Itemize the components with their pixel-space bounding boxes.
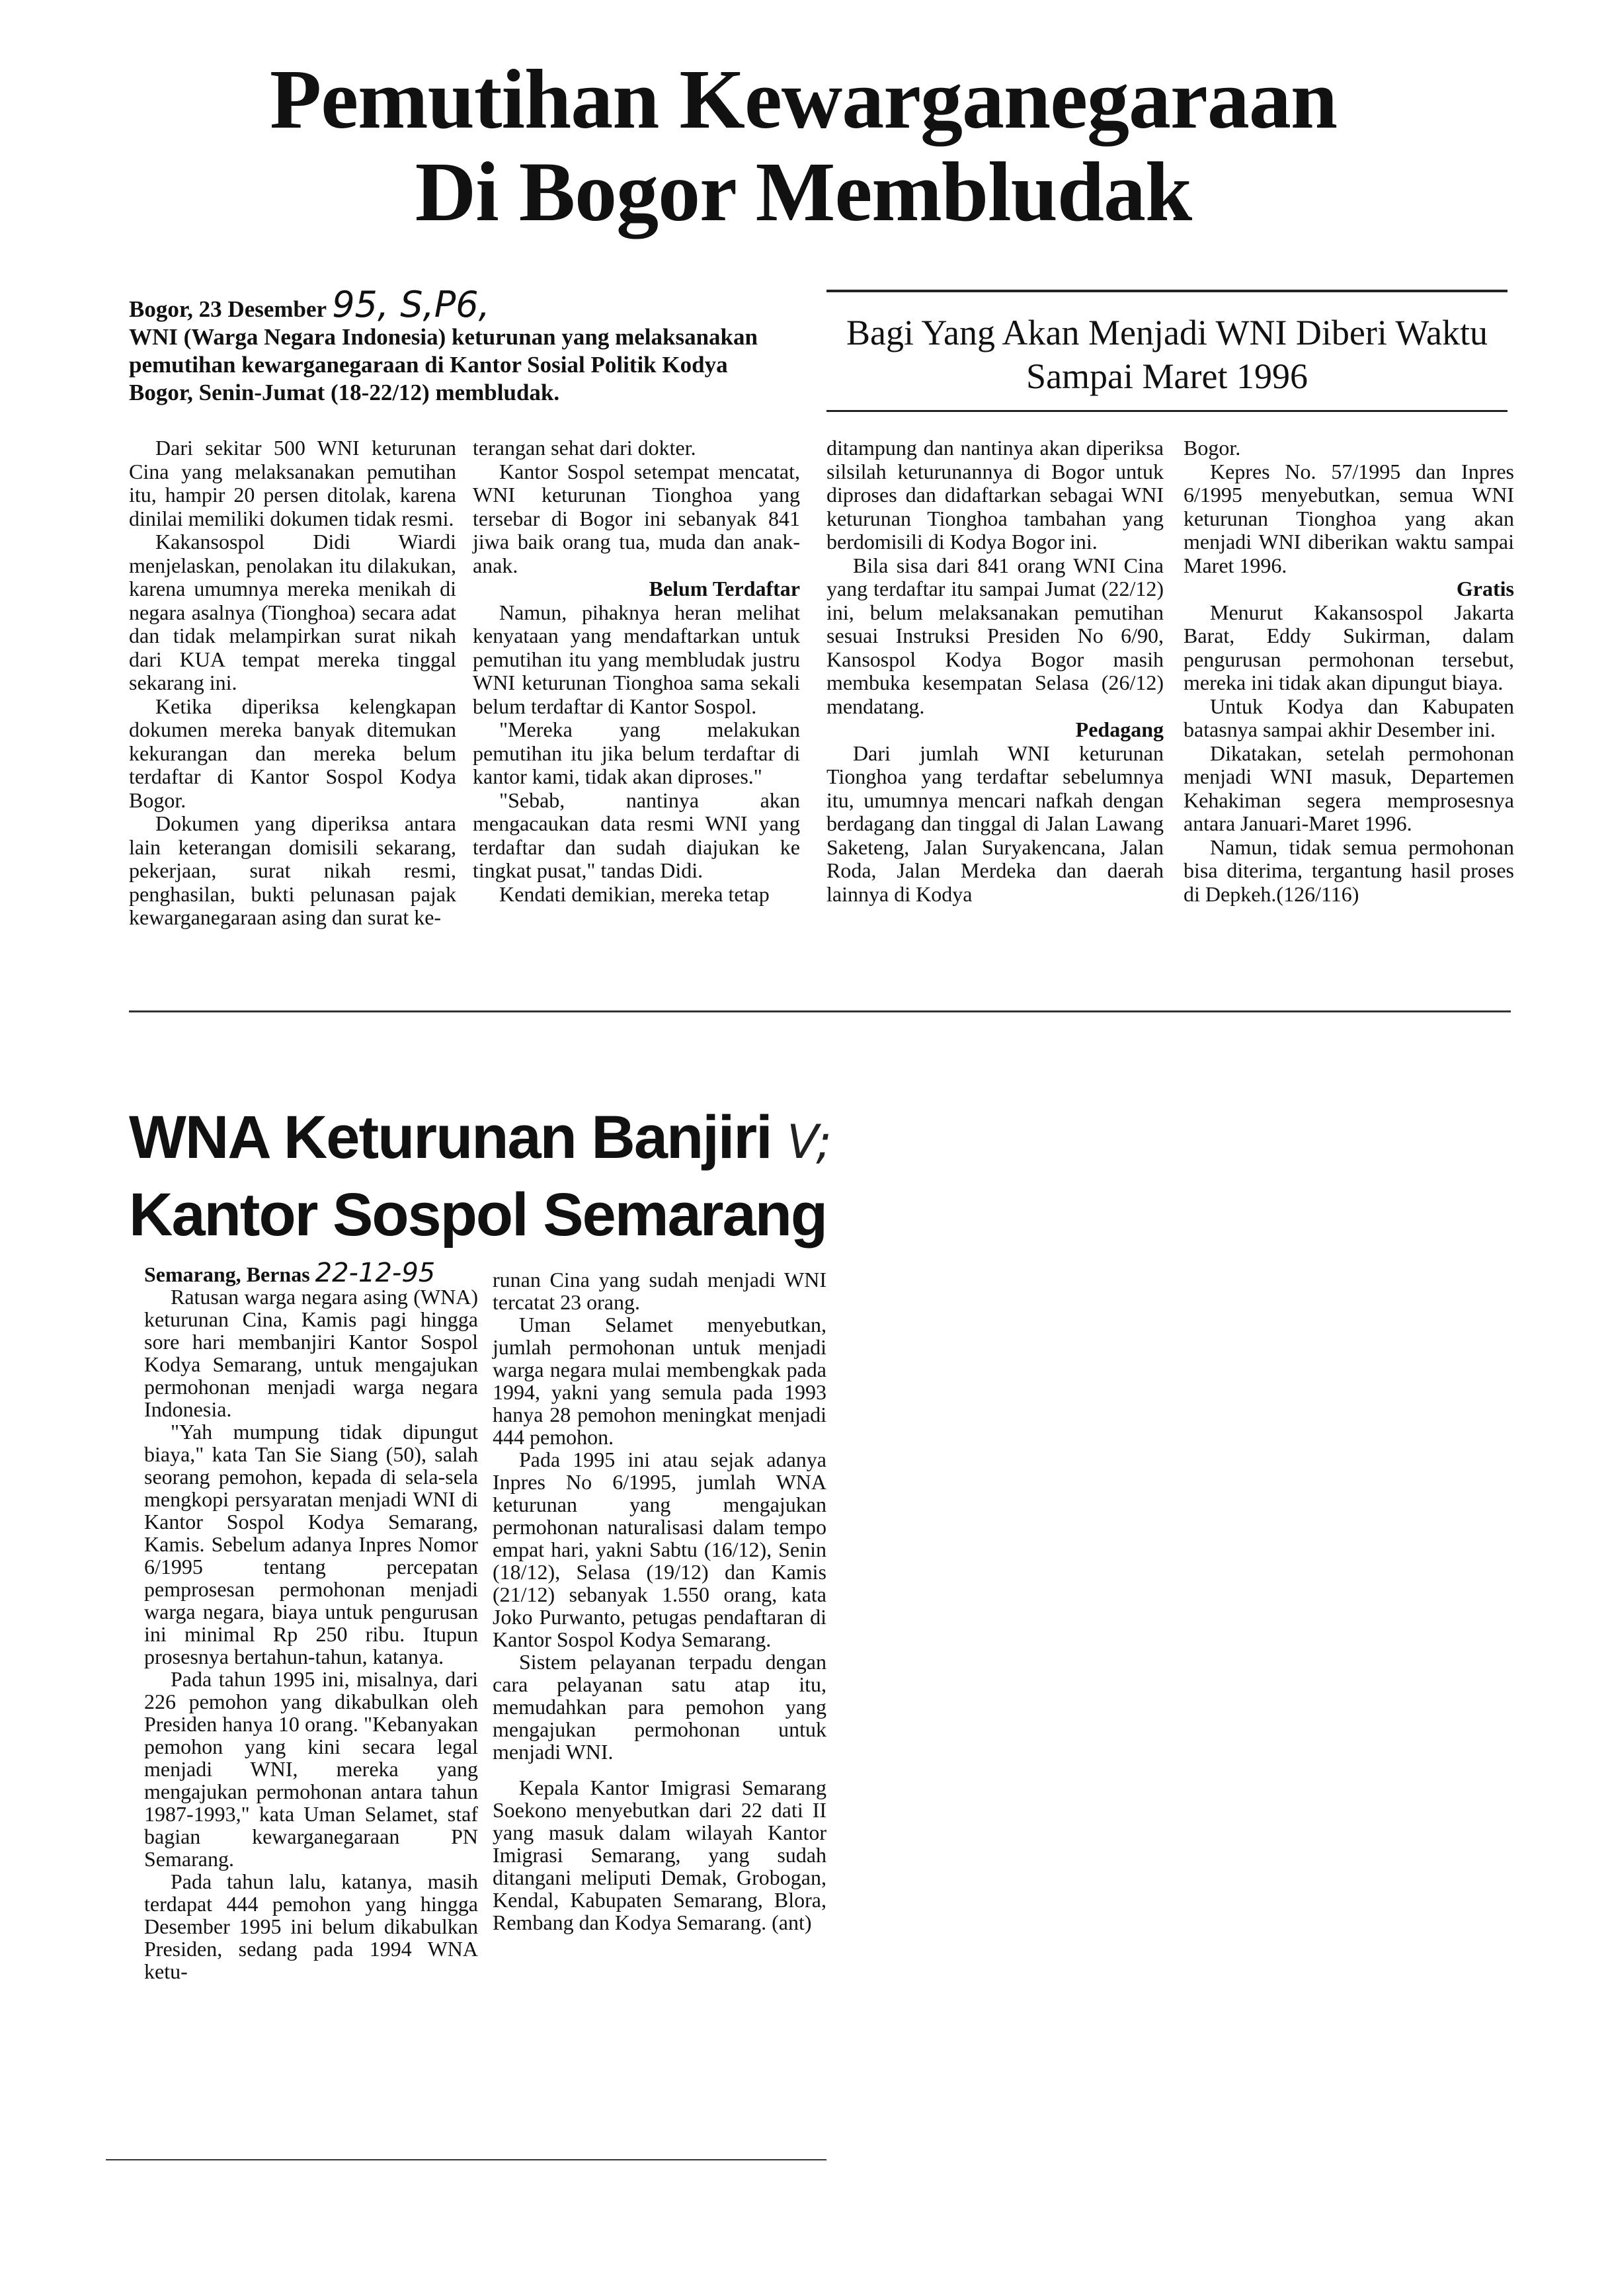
article1-dateline (129, 284, 797, 325)
paragraph: Kendati demikian, mereka tetap (499, 882, 770, 906)
article2-column-1 (144, 1258, 478, 1983)
article1-subhead: Bagi Yang Akan Menjadi WNI Diberi Waktu Sampai Maret 1996 (846, 313, 1488, 396)
article1-column-3 (826, 436, 1164, 906)
article1-lead-text: WNI (Warga Negara Indonesia) keturunan yang melaksanakan pemutihan kewarganegaraan di Kantor Sosial Politik Kodya Bogor, Senin-Jumat (18-22/12) membludak. (129, 324, 758, 405)
paragraph: "Mereka yang melakukan pemutihan itu jika belum terdaftar di kantor kami, tidak akan diproses." (473, 718, 800, 788)
paragraph: "Sebab, nantinya akan mengacaukan data resmi WNI yang terdaftar dan sudah diajukan ke tingkat pusat," tandas Didi. (473, 788, 800, 882)
article1-headline-line1: Pemutihan Kewarganegaraan (270, 52, 1337, 146)
article2-headline (129, 1101, 856, 1251)
paragraph: runan Cina yang sudah menjadi WNI tercatat 23 orang. (493, 1268, 826, 1314)
paragraph: Untuk Kodya dan Kabupaten batasnya sampai akhir Desember ini. (1184, 694, 1514, 741)
subhead-belum-terdaftar: Belum Terdaftar (649, 577, 800, 600)
paragraph: Menurut Kakansospol Jakarta Barat, Eddy Sukirman, dalam pengurusan permohonan tersebut, mereka ini tidak akan dipungut biaya. (1184, 600, 1514, 694)
article2-headline-line1-text: WNA Keturunan Banjiri (129, 1104, 772, 1171)
article1-column-1 (129, 436, 456, 930)
article1-headline-line2: Di Bogor Membludak (415, 145, 1192, 239)
paragraph: Kakansospol Didi Wiardi menjelaskan, penolakan itu dilakukan, karena umumnya mereka menikah di negara asalnya (Tionghoa) secara adat dan tidak melampirkan surat nikah dari KUA tempat mereka tinggal sekarang ini. (129, 530, 456, 694)
paragraph: Namun, tidak semua permohonan bisa diterima, tergantung hasil proses di Depkeh.(126/116) (1184, 835, 1514, 906)
article1-column-2 (473, 436, 800, 906)
article1-lead (129, 284, 797, 407)
paragraph: Dikatakan, setelah permohonan menjadi WNI masuk, Departemen Kehakiman segera memprosesnya antara Januari-Maret 1996. (1184, 741, 1514, 835)
paragraph: "Yah mumpung tidak dipungut biaya," kata Tan Sie Siang (50), salah seorang pemohon, kepada di sela-sela mengkopi persyaratan menjadi WNI di Kantor Sospol Kodya Semarang, Kamis. Sebelum adanya Inpres Nomor 6/1995 tentang percepatan pemprosesan permohonan menjadi warga negara, biaya untuk pengurusan ini minimal Rp 250 ribu. Itupun prosesnya bertahun-tahun, katanya. (144, 1420, 478, 1668)
article1-dateline-text: Bogor, 23 Desember (129, 296, 327, 322)
subhead-pedagang: Pedagang (1075, 718, 1164, 741)
article1-headline (99, 53, 1508, 238)
paragraph: Pada tahun 1995 ini, misalnya, dari 226 pemohon yang dikabulkan oleh Presiden hanya 10 orang. "Kebanyakan pemohon yang kini secara legal menjadi WNI, mereka yang mengajukan permohonan antara tahun 1987-1993," kata Uman Selamet, staf bagian kewarganegaraan PN Semarang. (144, 1667, 478, 1871)
paragraph: Pada 1995 ini atau sejak adanya Inpres No 6/1995, jumlah WNA keturunan yang mengajukan permohonan naturalisasi dalam tempo empat hari, yakni Sabtu (16/12), Senin (18/12), Selasa (19/12) dan Kamis (21/12) sebanyak 1.550 orang, kata Joko Purwanto, petugas pendaftaran di Kantor Sospol Kodya Semarang. (493, 1448, 826, 1651)
paragraph: Kepala Kantor Imigrasi Semarang Soekono menyebutkan dari 22 dati II yang masuk dalam wilayah Kantor Imigrasi Semarang, yang sudah ditangani meliputi Demak, Grobogan, Kendal, Kabupaten Semarang, Blora, Rembang dan Kodya Semarang. (ant) (493, 1776, 826, 1934)
paragraph: Sistem pelayanan terpadu dengan cara pelayanan satu atap itu, memudahkan para pemohon yang mengajukan permohonan untuk menjadi WNI. (493, 1650, 826, 1764)
paragraph: Bila sisa dari 841 orang WNI Cina yang terdaftar itu sampai Jumat (22/12) ini, belum melaksanakan pemutihan sesuai Instruksi Presiden No 6/90, Kansospol Kodya Bogor masih membuka kesempatan Selasa (26/12) mendatang. (826, 553, 1164, 718)
paragraph: Dari jumlah WNI keturunan Tionghoa yang terdaftar sebelumnya itu, umumnya mencari nafkah dengan berdagang dan tinggal di Jalan Lawang Saketeng, Jalan Suryakencana, Jalan Roda, Jalan Merdeka dan daerah lainnya di Kodya (826, 741, 1164, 906)
paragraph: Kantor Sospol setempat mencatat, WNI keturunan Tionghoa yang tersebar di Bogor ini sebanyak 841 jiwa baik orang tua, muda dan anak-anak. (473, 459, 800, 577)
paragraph: ditampung dan nantinya akan diperiksa silsilah keturunannya di Bogor untuk diproses dan didaftarkan sebagai WNI keturunan Tionghoa tambahan yang berdomisili di Kodya Bogor ini. (826, 436, 1164, 554)
article1-handwritten-note: 95, S,P6, (332, 284, 490, 325)
article2-dateline-text: Semarang, Bernas (144, 1262, 310, 1286)
article2-column-2 (493, 1268, 826, 1934)
paragraph: Dari sekitar 500 WNI keturunan Cina yang melaksanakan pemutihan itu, hampir 20 persen ditolak, karena dinilai memiliki dokumen tidak resmi. (129, 436, 456, 530)
paragraph: Kepres No. 57/1995 dan Inpres 6/1995 menyebutkan, semua WNI keturunan Tionghoa yang akan menjadi WNI diberikan waktu sampai Maret 1996. (1184, 459, 1514, 577)
subhead-bottom-rule (826, 410, 1508, 412)
subhead-gratis: Gratis (1456, 577, 1514, 600)
article2-bottom-rule (106, 2159, 826, 2160)
article2-handwritten-mark: V; (787, 1115, 830, 1169)
paragraph: Ketika diperiksa kelengkapan dokumen mereka banyak ditemukan kekurangan dan mereka belum terdaftar di Kantor Sospol Kodya Bogor. (129, 694, 456, 812)
article-divider-rule (129, 1010, 1511, 1012)
paragraph: Namun, pihaknya heran melihat kenyataan yang mendaftarkan untuk pemutihan itu yang membludak justru WNI keturunan Tionghoa sama sekali belum terdaftar di Kantor Sospol. (473, 600, 800, 718)
paragraph: Bogor. (1184, 436, 1241, 460)
article2-handwritten-date: 22-12-95 (315, 1258, 436, 1288)
paragraph: Pada tahun lalu, katanya, masih terdapat 444 pemohon yang hingga Desember 1995 ini belum dikabulkan Presiden, sedang pada 1994 WNA ketu- (144, 1869, 478, 1983)
paragraph: Dokumen yang diperiksa antara lain keterangan domisili sekarang, pekerjaan, surat nikah resmi, penghasilan, bukti pelunasan pajak kewarganegaraan asing dan surat ke- (129, 811, 456, 929)
subhead-top-rule (826, 290, 1508, 292)
article1-column-4 (1184, 436, 1514, 906)
article2-headline-line2: Kantor Sospol Semarang (129, 1181, 827, 1249)
article2-headline-line1 (129, 1101, 856, 1178)
paragraph: Uman Selamet menyebutkan, jumlah permohonan untuk menjadi warga negara mulai membengkak pada 1994, yakni yang semula pada 1993 hanya 28 pemohon meningkat menjadi 444 pemohon. (493, 1313, 826, 1449)
article2-dateline (144, 1258, 478, 1288)
paragraph: terangan sehat dari dokter. (473, 436, 696, 460)
paragraph: Ratusan warga negara asing (WNA) keturunan Cina, Kamis pagi hingga sore hari membanjiri Kantor Sospol Kodya Semarang, untuk mengajukan permohonan menjadi warga negara Indonesia. (144, 1285, 478, 1421)
